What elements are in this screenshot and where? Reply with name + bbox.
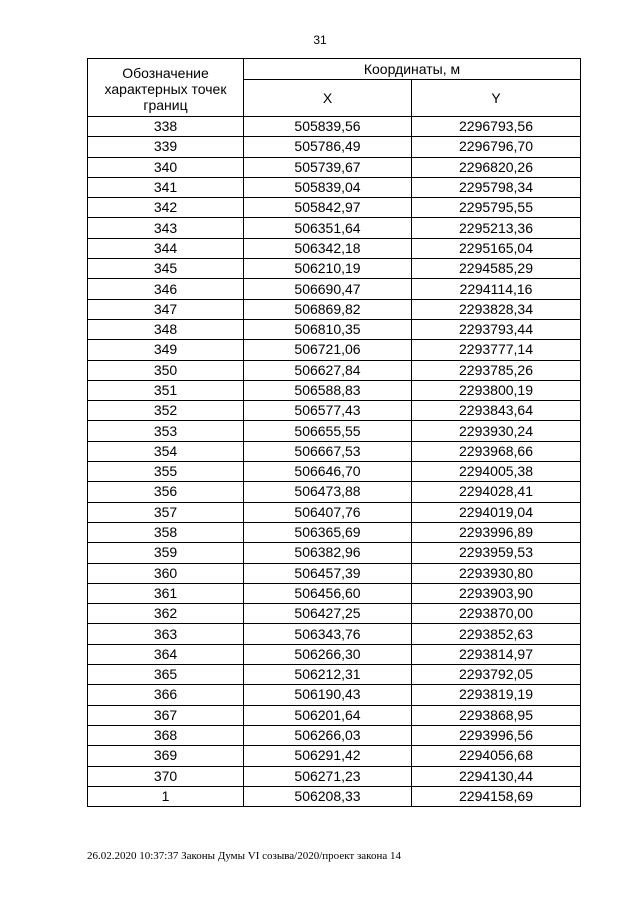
x-coordinate-cell: 506407,76 — [244, 502, 412, 522]
y-coordinate-cell: 2293852,63 — [412, 624, 581, 644]
table-row — [88, 786, 581, 806]
y-coordinate-cell: 2294158,69 — [412, 786, 581, 806]
x-coordinate-cell: 506266,03 — [244, 725, 412, 745]
x-coordinate-cell: 506271,23 — [244, 766, 412, 786]
point-cell: 354 — [88, 441, 244, 461]
table-row — [88, 522, 581, 542]
x-coordinate-cell: 505839,56 — [244, 117, 412, 137]
x-coordinate-cell: 506343,76 — [244, 624, 412, 644]
x-coordinate-cell: 506457,39 — [244, 563, 412, 583]
table-row — [88, 746, 581, 766]
header-point-label: Обозначение характерных точек границ — [88, 59, 244, 117]
y-coordinate-cell: 2293819,19 — [412, 685, 581, 705]
y-coordinate-cell: 2294114,16 — [412, 279, 581, 299]
coordinates-table — [87, 58, 581, 807]
table-row — [88, 319, 581, 339]
table-row — [88, 685, 581, 705]
x-coordinate-cell: 506810,35 — [244, 319, 412, 339]
point-cell: 364 — [88, 644, 244, 664]
point-cell: 366 — [88, 685, 244, 705]
table-row — [88, 380, 581, 400]
y-coordinate-cell: 2294019,04 — [412, 502, 581, 522]
y-coordinate-cell: 2293996,56 — [412, 725, 581, 745]
table-row — [88, 624, 581, 644]
table-row — [88, 644, 581, 664]
x-coordinate-cell: 506351,64 — [244, 218, 412, 238]
point-cell: 353 — [88, 421, 244, 441]
x-coordinate-cell: 506646,70 — [244, 462, 412, 482]
x-coordinate-cell: 506456,60 — [244, 583, 412, 603]
table-row — [88, 238, 581, 258]
y-coordinate-cell: 2293968,66 — [412, 441, 581, 461]
point-cell: 346 — [88, 279, 244, 299]
table-row — [88, 360, 581, 380]
table-row — [88, 441, 581, 461]
table-row — [88, 482, 581, 502]
header-x: X — [244, 80, 412, 117]
point-cell: 338 — [88, 117, 244, 137]
y-coordinate-cell: 2293793,44 — [412, 319, 581, 339]
table-header — [88, 59, 581, 117]
point-cell: 358 — [88, 522, 244, 542]
y-coordinate-cell: 2294585,29 — [412, 259, 581, 279]
table-row — [88, 705, 581, 725]
table-row — [88, 665, 581, 685]
point-cell: 367 — [88, 705, 244, 725]
point-cell: 370 — [88, 766, 244, 786]
y-coordinate-cell: 2293903,90 — [412, 583, 581, 603]
table-row — [88, 340, 581, 360]
point-cell: 344 — [88, 238, 244, 258]
x-coordinate-cell: 506627,84 — [244, 360, 412, 380]
y-coordinate-cell: 2295795,55 — [412, 198, 581, 218]
x-coordinate-cell: 505842,97 — [244, 198, 412, 218]
point-cell: 368 — [88, 725, 244, 745]
point-cell: 343 — [88, 218, 244, 238]
x-coordinate-cell: 506655,55 — [244, 421, 412, 441]
y-coordinate-cell: 2296820,26 — [412, 157, 581, 177]
table-row — [88, 198, 581, 218]
x-coordinate-cell: 506208,33 — [244, 786, 412, 806]
x-coordinate-cell: 506212,31 — [244, 665, 412, 685]
point-cell: 359 — [88, 543, 244, 563]
x-coordinate-cell: 506588,83 — [244, 380, 412, 400]
x-coordinate-cell: 506869,82 — [244, 299, 412, 319]
y-coordinate-cell: 2293959,53 — [412, 543, 581, 563]
table-row — [88, 117, 581, 137]
x-coordinate-cell: 506365,69 — [244, 522, 412, 542]
point-cell: 361 — [88, 583, 244, 603]
y-coordinate-cell: 2295213,36 — [412, 218, 581, 238]
table-row — [88, 157, 581, 177]
x-coordinate-cell: 506291,42 — [244, 746, 412, 766]
y-coordinate-cell: 2293777,14 — [412, 340, 581, 360]
header-y: Y — [412, 80, 581, 117]
table-row — [88, 279, 581, 299]
x-coordinate-cell: 505739,67 — [244, 157, 412, 177]
y-coordinate-cell: 2293785,26 — [412, 360, 581, 380]
x-coordinate-cell: 506382,96 — [244, 543, 412, 563]
table-body — [88, 117, 581, 807]
y-coordinate-cell: 2294130,44 — [412, 766, 581, 786]
table-row — [88, 725, 581, 745]
x-coordinate-cell: 506721,06 — [244, 340, 412, 360]
table-row — [88, 137, 581, 157]
point-cell: 348 — [88, 319, 244, 339]
point-cell: 349 — [88, 340, 244, 360]
table-row — [88, 462, 581, 482]
y-coordinate-cell: 2296796,70 — [412, 137, 581, 157]
y-coordinate-cell: 2294005,38 — [412, 462, 581, 482]
y-coordinate-cell: 2293868,95 — [412, 705, 581, 725]
y-coordinate-cell: 2293870,00 — [412, 604, 581, 624]
point-cell: 362 — [88, 604, 244, 624]
y-coordinate-cell: 2294028,41 — [412, 482, 581, 502]
table-row — [88, 259, 581, 279]
point-cell: 352 — [88, 401, 244, 421]
point-cell: 347 — [88, 299, 244, 319]
x-coordinate-cell: 506210,19 — [244, 259, 412, 279]
table-row — [88, 766, 581, 786]
x-coordinate-cell: 505786,49 — [244, 137, 412, 157]
x-coordinate-cell: 506190,43 — [244, 685, 412, 705]
point-cell: 345 — [88, 259, 244, 279]
table-row — [88, 299, 581, 319]
point-cell: 365 — [88, 665, 244, 685]
x-coordinate-cell: 506473,88 — [244, 482, 412, 502]
x-coordinate-cell: 505839,04 — [244, 177, 412, 197]
point-cell: 363 — [88, 624, 244, 644]
x-coordinate-cell: 506667,53 — [244, 441, 412, 461]
table-row — [88, 401, 581, 421]
y-coordinate-cell: 2293930,24 — [412, 421, 581, 441]
page-number: 31 — [313, 33, 327, 47]
x-coordinate-cell: 506577,43 — [244, 401, 412, 421]
y-coordinate-cell: 2295165,04 — [412, 238, 581, 258]
table-row — [88, 421, 581, 441]
y-coordinate-cell: 2293828,34 — [412, 299, 581, 319]
x-coordinate-cell: 506427,25 — [244, 604, 412, 624]
y-coordinate-cell: 2293930,80 — [412, 563, 581, 583]
header-coordinates: Координаты, м — [244, 59, 581, 80]
point-cell: 340 — [88, 157, 244, 177]
footer-note: 26.02.2020 10:37:37 Законы Думы VI созыва/2020/проект закона 14 — [87, 850, 401, 862]
point-cell: 350 — [88, 360, 244, 380]
table-row — [88, 583, 581, 603]
table-row — [88, 177, 581, 197]
table-row — [88, 218, 581, 238]
y-coordinate-cell: 2293814,97 — [412, 644, 581, 664]
point-cell: 369 — [88, 746, 244, 766]
table-row — [88, 543, 581, 563]
y-coordinate-cell: 2293800,19 — [412, 380, 581, 400]
point-cell: 1 — [88, 786, 244, 806]
x-coordinate-cell: 506201,64 — [244, 705, 412, 725]
y-coordinate-cell: 2293843,64 — [412, 401, 581, 421]
point-cell: 339 — [88, 137, 244, 157]
x-coordinate-cell: 506690,47 — [244, 279, 412, 299]
table-row — [88, 502, 581, 522]
y-coordinate-cell: 2296793,56 — [412, 117, 581, 137]
table-row — [88, 604, 581, 624]
x-coordinate-cell: 506266,30 — [244, 644, 412, 664]
y-coordinate-cell: 2293792,05 — [412, 665, 581, 685]
table-row — [88, 563, 581, 583]
point-cell: 351 — [88, 380, 244, 400]
point-cell: 357 — [88, 502, 244, 522]
y-coordinate-cell: 2293996,89 — [412, 522, 581, 542]
point-cell: 342 — [88, 198, 244, 218]
x-coordinate-cell: 506342,18 — [244, 238, 412, 258]
point-cell: 355 — [88, 462, 244, 482]
y-coordinate-cell: 2294056,68 — [412, 746, 581, 766]
y-coordinate-cell: 2295798,34 — [412, 177, 581, 197]
point-cell: 341 — [88, 177, 244, 197]
point-cell: 356 — [88, 482, 244, 502]
point-cell: 360 — [88, 563, 244, 583]
